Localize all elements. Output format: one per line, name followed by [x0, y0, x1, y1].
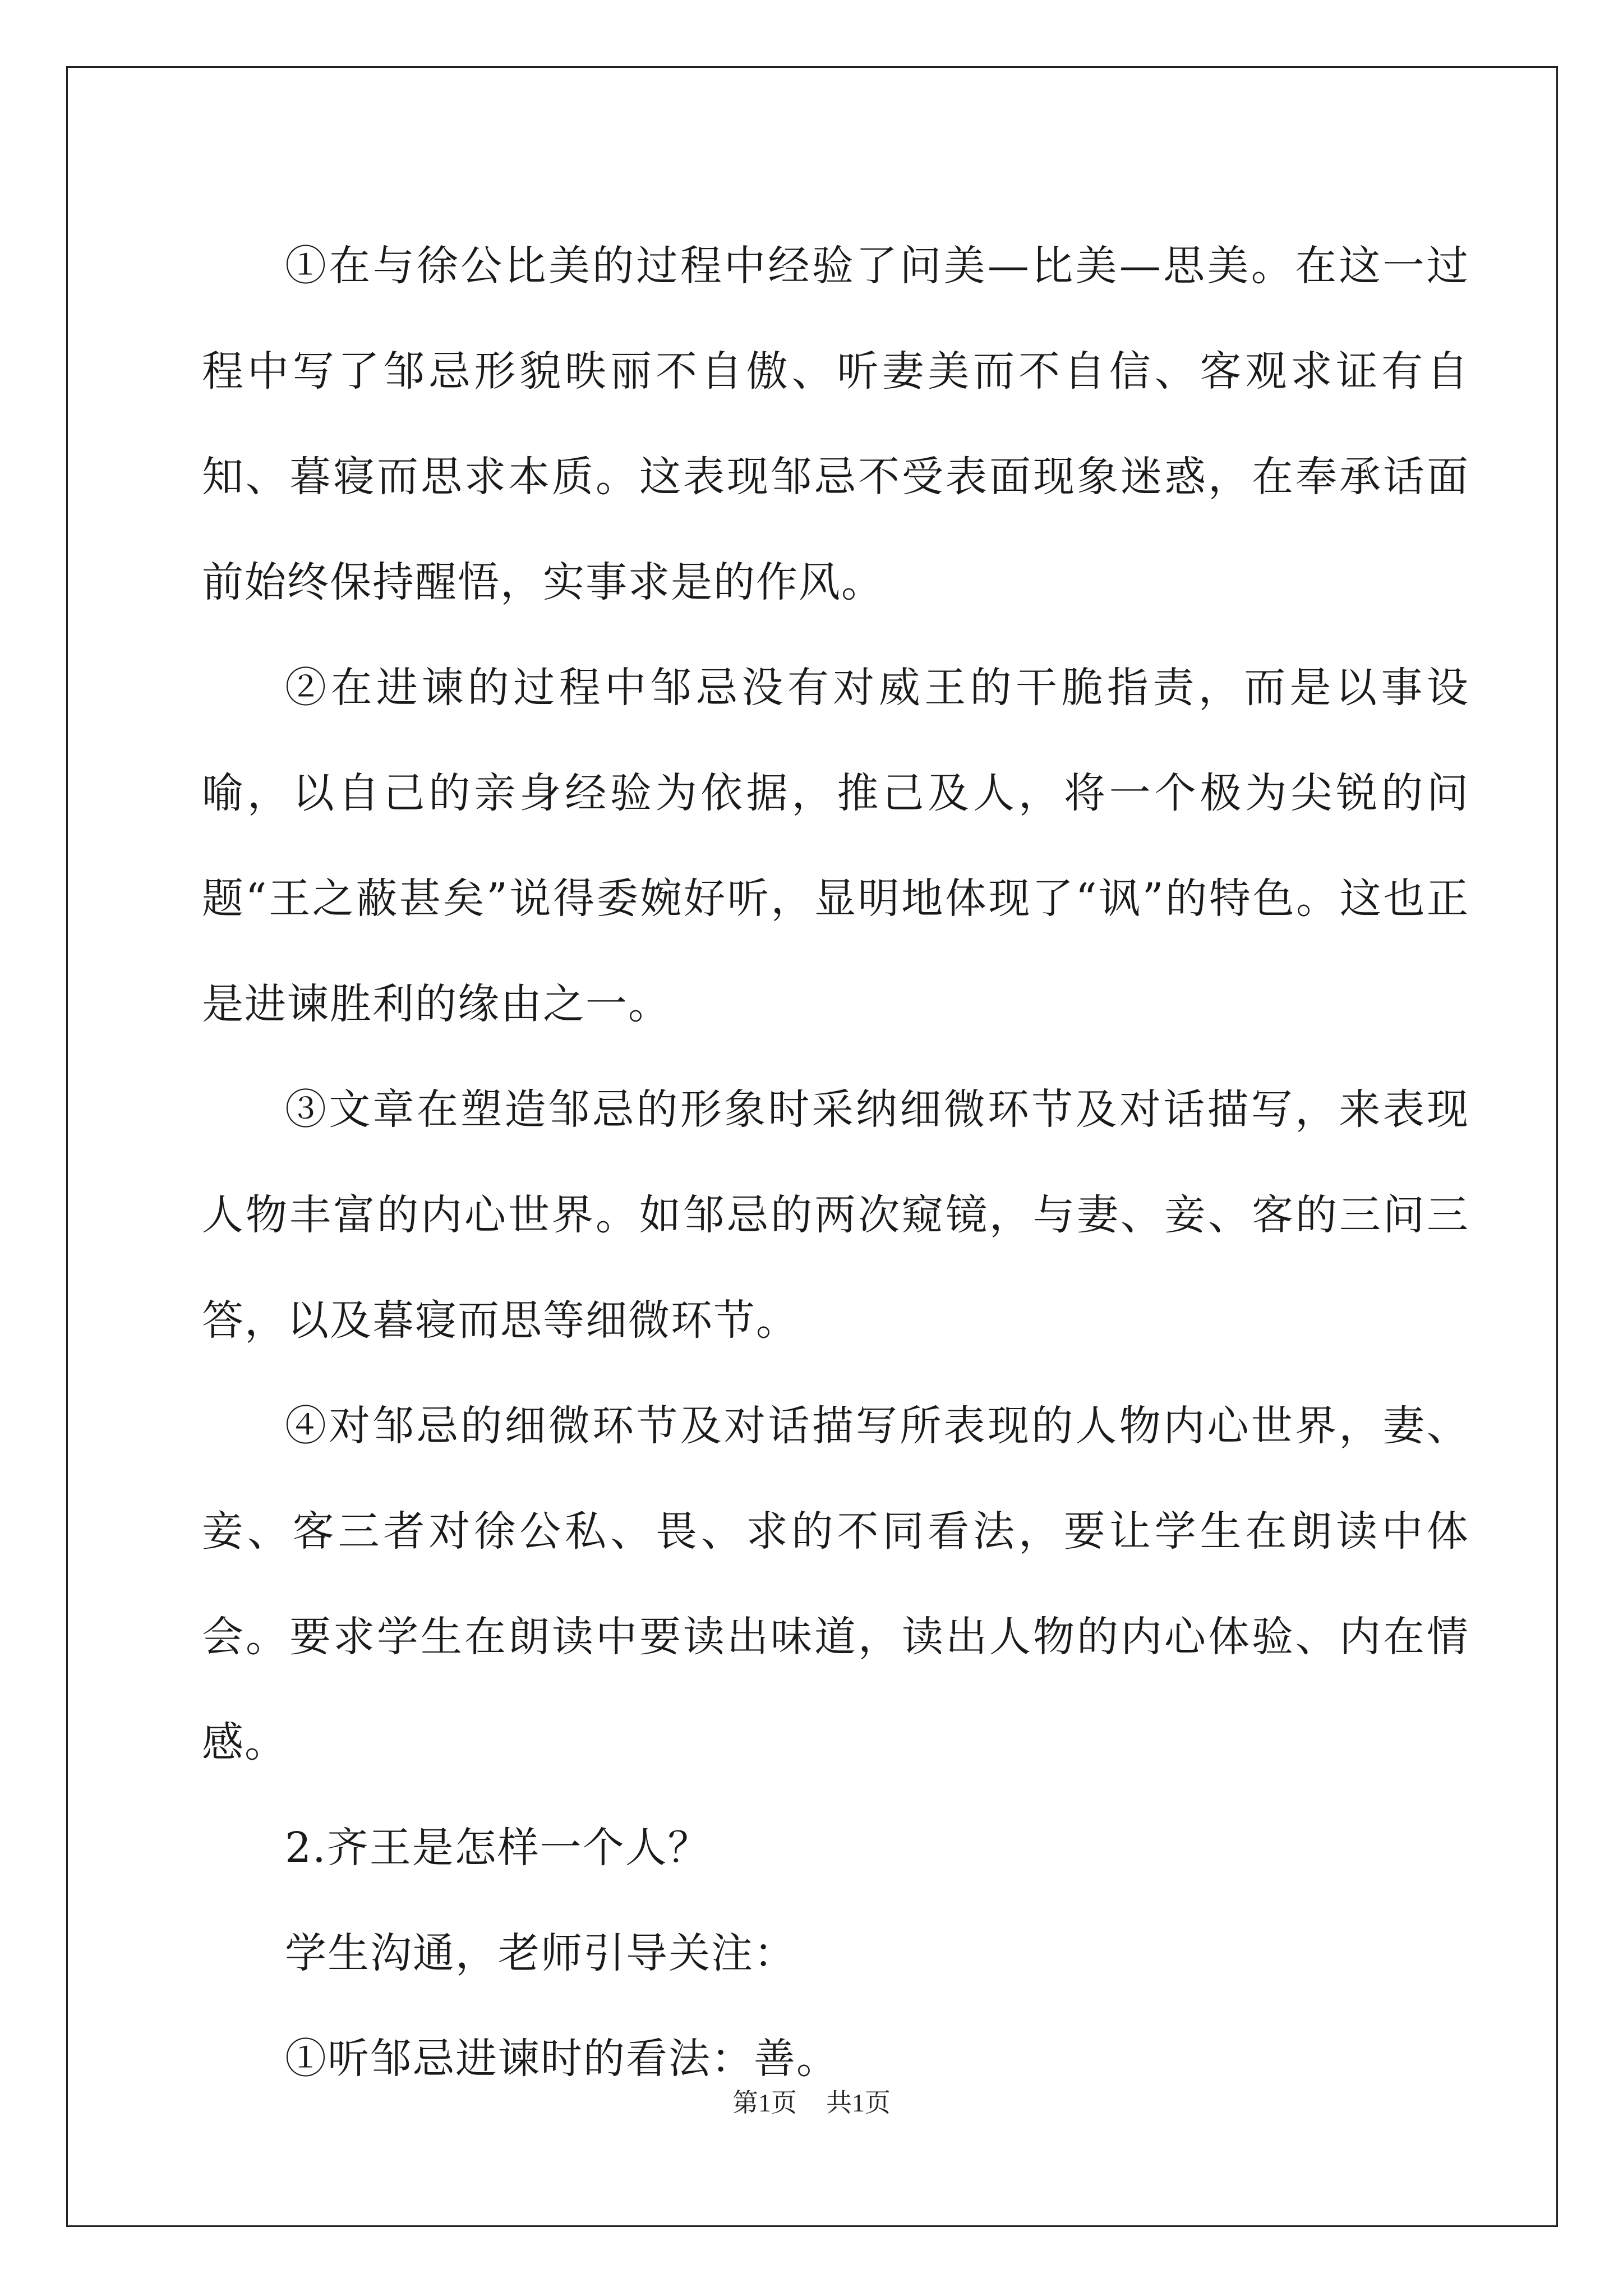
page-number: 第1页 — [732, 2088, 797, 2117]
paragraph-5: 2.齐王是怎样一个人？ — [285, 1824, 711, 1872]
paragraph-7: ①听邹忌进谏时的看法：善。 — [285, 2035, 839, 2083]
page-total: 共1页 — [826, 2088, 891, 2117]
paragraph-2: ②在进谏的过程中邹忌没有对威王的干脆指责，而是以事设喻，以自己的亲身经验为依据，推己及人，将一个极为尖锐的问题“王之蔽甚矣”说得委婉好听，显明地体现了“讽”的特色。这也正是进谏胜利的缘由之一。 — [202, 664, 1469, 1028]
paragraph-1: ①在与徐公比美的过程中经验了问美—比美—思美。在这一过程中写了邹忌形貌昳丽不自傲、听妻美而不自信、客观求证有自知、暮寝而思求本质。这表现邹忌不受表面现象迷惑，在奉承话面前始终保持醒悟，实事求是的作风。 — [202, 242, 1469, 606]
paragraph-6: 学生沟通，老师引导关注： — [285, 1929, 796, 1977]
paragraph-3: ③文章在塑造邹忌的形象时采纳细微环节及对话描写，来表现人物丰富的内心世界。如邹忌的两次窥镜，与妻、妾、客的三问三答，以及暮寝而思等细微环节。 — [202, 1085, 1469, 1345]
page-footer — [0, 2082, 1623, 2119]
paragraph-4: ④对邹忌的细微环节及对话描写所表现的人物内心世界，妻、妾、客三者对徐公私、畏、求的不同看法，要让学生在朗读中体会。要求学生在朗读中要读出味道，读出人物的内心体验、内在情感。 — [202, 1402, 1469, 1766]
document-body — [202, 213, 1469, 2111]
